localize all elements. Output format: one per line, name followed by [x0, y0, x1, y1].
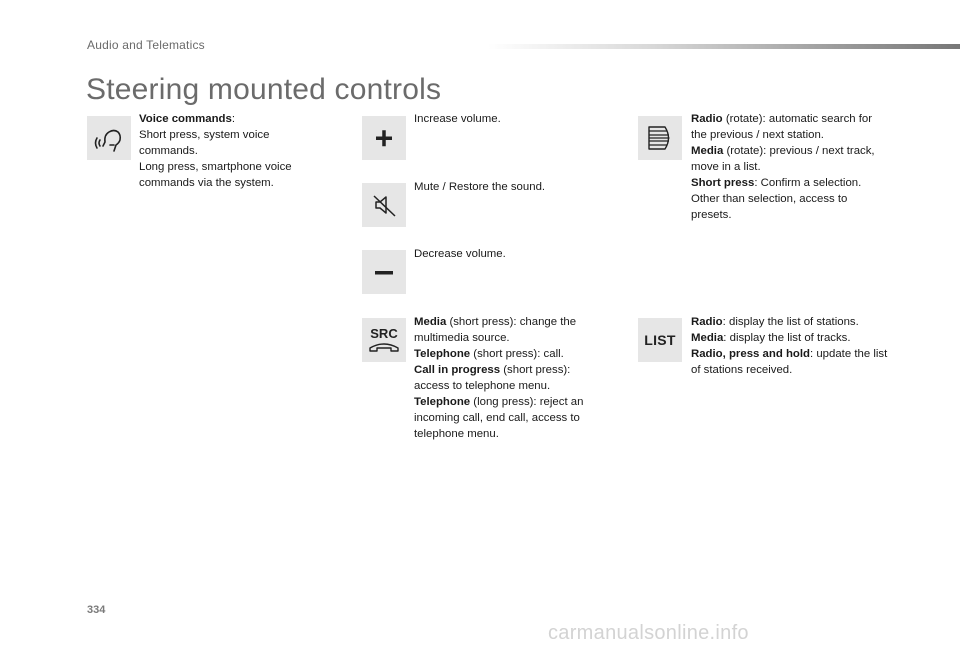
description-term: Radio, press and hold — [691, 348, 810, 360]
description-text: (short press): change the multimedia source. — [414, 316, 577, 344]
description-term: Short press — [691, 177, 755, 189]
description-line — [414, 314, 606, 346]
description-line — [691, 330, 891, 346]
description-line — [414, 111, 606, 127]
description-line — [691, 175, 891, 223]
description-text: (short press): call. — [470, 348, 564, 360]
description-line — [414, 394, 606, 442]
description-line — [414, 346, 606, 362]
thumbwheel-icon — [638, 116, 682, 160]
description-text: (short press): access to telephone menu. — [414, 364, 571, 392]
description-line — [414, 246, 606, 262]
voice-command-icon — [87, 116, 131, 160]
decrease-volume-description — [414, 246, 606, 262]
src-description — [414, 314, 606, 442]
description-text: (rotate): automatic search for the previous / next station. — [691, 113, 873, 141]
description-term: Telephone — [414, 348, 471, 360]
description-line — [414, 179, 606, 195]
description-line — [414, 362, 606, 394]
description-text: Decrease volume. — [414, 248, 506, 260]
description-term: Media — [691, 145, 724, 157]
src-phone-icon — [362, 318, 406, 362]
description-term: Media — [414, 316, 447, 328]
description-line — [691, 346, 891, 378]
watermark: carmanualsonline.info — [548, 622, 749, 644]
description-text: Increase volume. — [414, 113, 501, 125]
description-text: (rotate): previous / next track, move in a list. — [691, 145, 875, 173]
description-line — [139, 159, 331, 191]
description-text: : Confirm a selection. Other than selection, access to presets. — [691, 177, 862, 221]
page-number: 334 — [87, 604, 106, 616]
list-icon-label: LIST — [644, 332, 676, 348]
description-line — [139, 127, 331, 159]
description-term: Telephone — [414, 396, 471, 408]
header-rule — [488, 44, 960, 49]
mute-description — [414, 179, 606, 195]
src-icon-label: SRC — [370, 326, 398, 341]
description-text: Short press, system voice commands. — [139, 129, 270, 157]
increase-volume-description — [414, 111, 606, 127]
description-text: : — [231, 113, 236, 125]
description-term: Voice commands — [139, 113, 232, 125]
description-term: Media — [691, 332, 724, 344]
list-description — [691, 314, 891, 378]
description-line — [691, 314, 891, 330]
description-text: (long press): reject an incoming call, end call, access to telephone menu. — [414, 396, 584, 440]
page-title: Steering mounted controls — [86, 73, 442, 106]
description-text: Long press, smartphone voice commands via the system. — [139, 161, 292, 189]
list-icon — [638, 318, 682, 362]
description-line — [691, 111, 891, 143]
minus-icon — [362, 250, 406, 294]
description-line — [691, 143, 891, 175]
description-text: : display the list of tracks. — [723, 332, 851, 344]
thumbwheel-description — [691, 111, 891, 223]
plus-icon — [362, 116, 406, 160]
description-text: : display the list of stations. — [722, 316, 859, 328]
description-text: : update the list of stations received. — [691, 348, 888, 376]
description-text: Mute / Restore the sound. — [414, 181, 546, 193]
voice-command-description — [139, 111, 331, 191]
mute-icon — [362, 183, 406, 227]
section-label: Audio and Telematics — [87, 38, 205, 52]
description-term: Call in progress — [414, 364, 501, 376]
description-line — [139, 111, 331, 127]
description-term: Radio — [691, 316, 723, 328]
description-term: Radio — [691, 113, 723, 125]
